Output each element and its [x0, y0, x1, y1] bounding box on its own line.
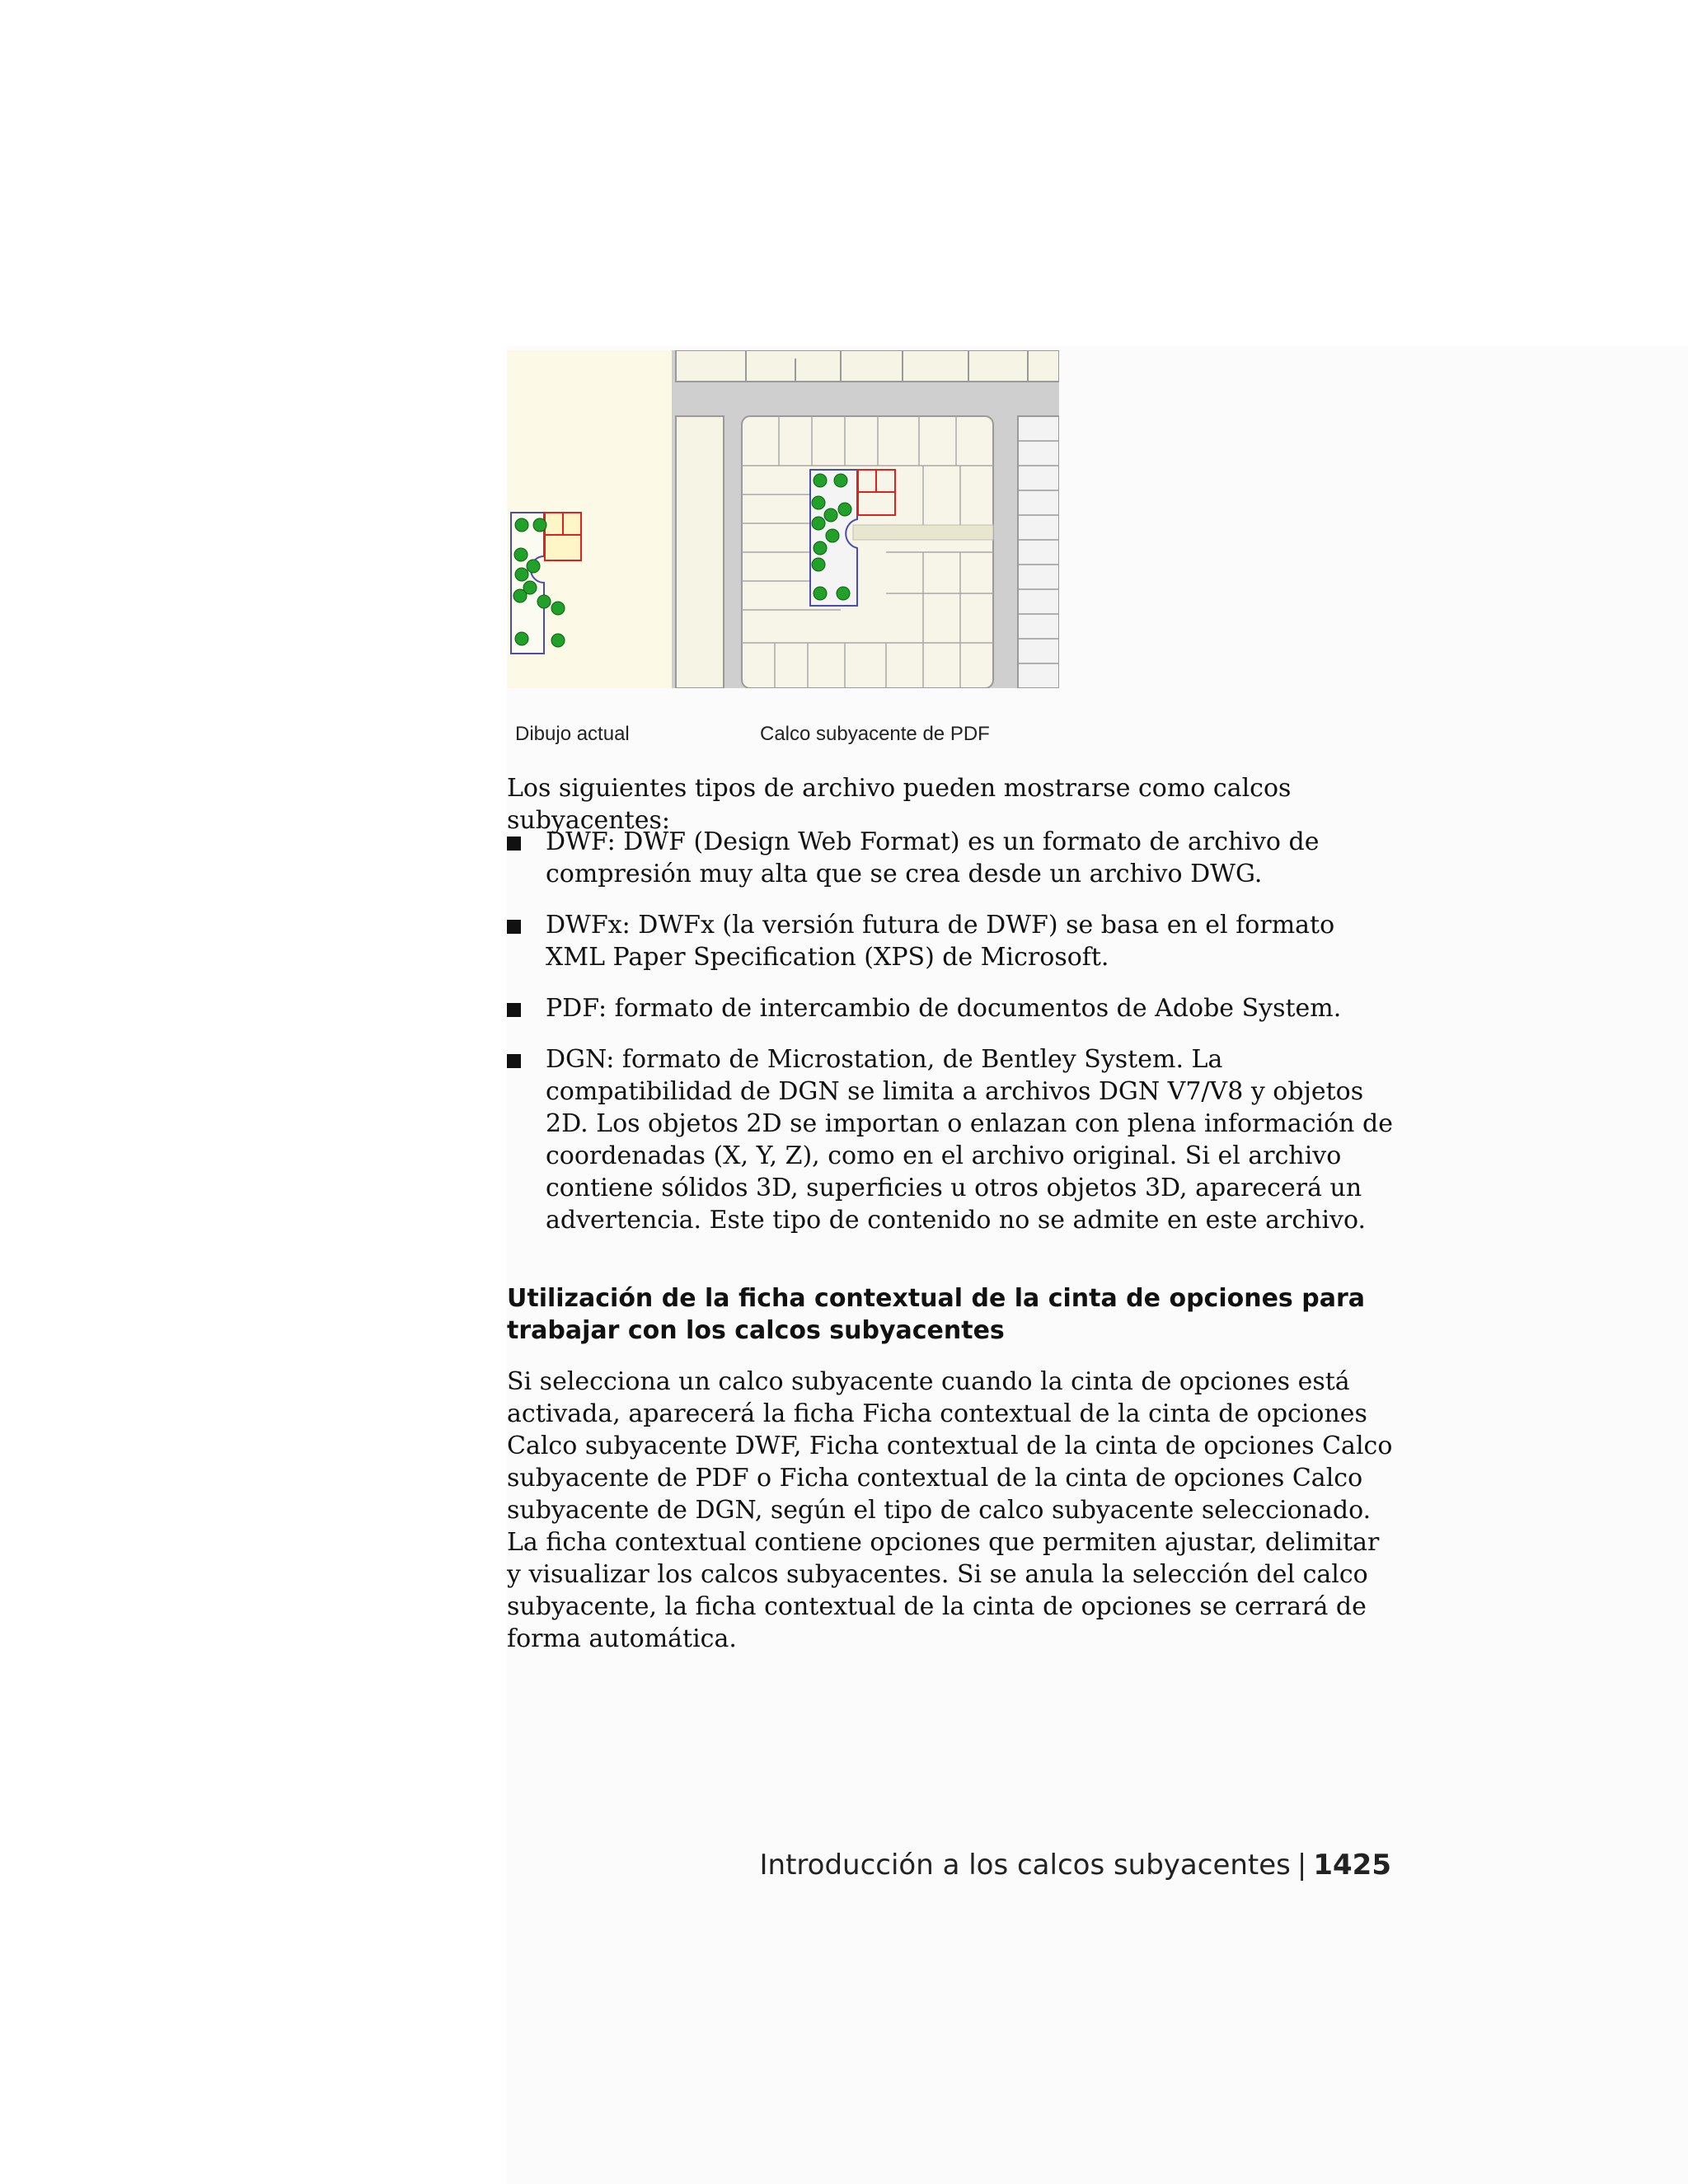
- figure-caption-underlay: Calco subyacente de PDF: [760, 723, 990, 745]
- page-footer: [760, 1849, 1392, 1882]
- bullet-square-icon: [507, 837, 521, 851]
- figure-caption-current: Dibujo actual: [515, 723, 630, 745]
- footer-separator: |: [1296, 1849, 1307, 1882]
- list-item-text: DGN: formato de Microstation, de Bentley System. La compatibilidad de DGN se limita a archivos DGN V7/V8 y objetos 2D. Los objetos 2D se importan o enlazan con plena información de coordenadas (X, Y, Z), como en el archivo original. Si el archivo contiene sólidos 3D, superficies u otros objetos 3D, aparecerá un advertencia. Este tipo de contenido no se admite en este archivo.: [546, 1045, 1393, 1235]
- list-item-dwfx: [507, 909, 1397, 973]
- intro-paragraph: Los siguientes tipos de archivo pueden mostrarse como calcos subyacentes:: [507, 774, 1292, 835]
- page-number: 1425: [1313, 1849, 1391, 1882]
- bullet-square-icon: [507, 920, 521, 934]
- footer-section-title: Introducción a los calcos subyacentes: [759, 1849, 1291, 1882]
- list-item-text: PDF: formato de intercambio de documentos de Adobe System.: [546, 994, 1342, 1023]
- list-item-text: DWF: DWF (Design Web Format) es un formato de archivo de compresión muy alta que se crea desde un archivo DWG.: [546, 827, 1320, 888]
- list-item-pdf: [507, 992, 1397, 1024]
- section-heading: Utilización de la ficha contextual de la cinta de opciones para trabajar con los calcos subyacentes: [507, 1284, 1365, 1345]
- bullet-square-icon: [507, 1054, 521, 1068]
- file-type-list: [507, 826, 1397, 1255]
- list-item-text: DWFx: DWFx (la versión futura de DWF) se basa en el formato XML Paper Specification (XPS) de Microsoft.: [546, 911, 1335, 972]
- list-item-dgn: [507, 1043, 1397, 1236]
- list-item-dwf: [507, 826, 1397, 890]
- bullet-square-icon: [507, 1003, 521, 1017]
- section-paragraph: Si selecciona un calco subyacente cuando la cinta de opciones está activada, aparecerá la ficha Ficha contextual de la cinta de opciones Calco subyacente DWF, Ficha contextual de la cinta de opciones Calco subyacente de PDF o Ficha contextual de la cinta de opciones Calco subyacente de DGN, según el tipo de calco subyacente seleccionado. La ficha contextual contiene opciones que permiten ajustar, delimitar y visualizar los calcos subyacentes. Si se anula la selección del calco subyacente, la ficha contextual de la cinta de opciones se cerrará de forma automática.: [507, 1367, 1393, 1653]
- cad-underlay-figure: [507, 350, 1059, 688]
